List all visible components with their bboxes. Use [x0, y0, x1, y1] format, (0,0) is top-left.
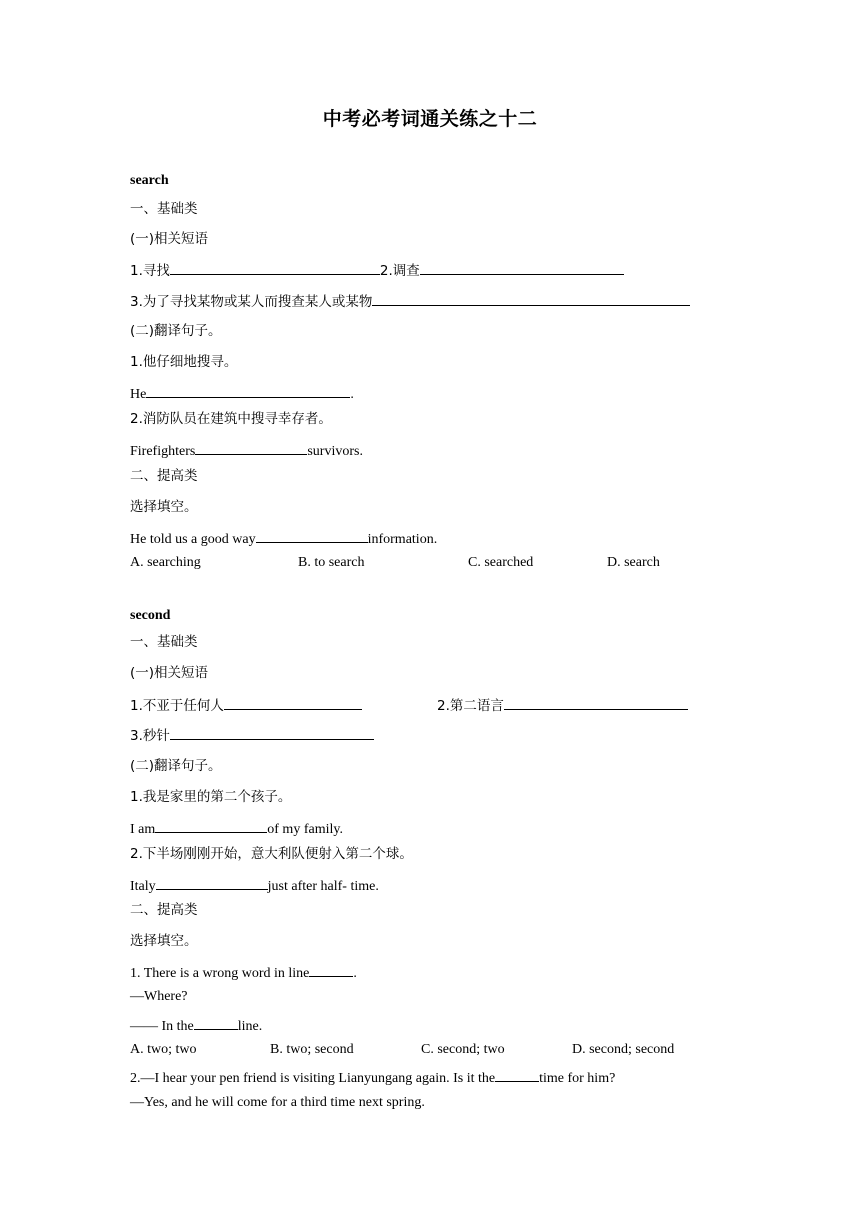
sentence-chinese: 2.消防队员在建筑中搜寻幸存者。	[130, 411, 332, 427]
phrase-label: 1.寻找	[130, 263, 170, 279]
option-d[interactable]: D. search	[607, 555, 660, 570]
phrases-heading: (一)相关短语	[130, 665, 209, 681]
sentence-english	[130, 818, 343, 839]
phrase-item	[130, 260, 624, 280]
section-advanced-heading: 二、提高类	[130, 902, 198, 918]
question-text: time for him?	[539, 1071, 616, 1086]
sentence-text: He	[130, 387, 147, 402]
answer-blank[interactable]	[170, 260, 380, 275]
question-reply: —Where?	[130, 989, 188, 1004]
page-title: 中考必考词通关练之十二	[322, 108, 538, 130]
answer-blank[interactable]	[495, 1067, 539, 1082]
question	[130, 1067, 615, 1088]
sentence-english	[130, 383, 354, 404]
phrase-item	[130, 725, 374, 745]
sentence-text: survivors.	[307, 444, 363, 459]
phrase-label: 1.不亚于任何人	[130, 698, 224, 714]
answer-blank[interactable]	[504, 695, 688, 710]
answer-blank[interactable]	[224, 695, 362, 710]
sentence-chinese: 1.他仔细地搜寻。	[130, 354, 238, 370]
choose-heading: 选择填空。	[130, 499, 198, 515]
answer-blank[interactable]	[170, 725, 374, 740]
answer-blank[interactable]	[420, 260, 624, 275]
question-text: He told us a good way	[130, 532, 256, 547]
question-reply	[130, 1015, 262, 1036]
translate-heading: (二)翻译句子。	[130, 323, 222, 339]
answer-blank[interactable]	[195, 440, 307, 455]
sentence-english	[130, 875, 379, 896]
phrase-label: 2.第二语言	[437, 698, 504, 714]
answer-blank[interactable]	[156, 875, 268, 890]
question-text: .	[353, 966, 357, 981]
section-basic-heading: 一、基础类	[130, 201, 198, 217]
option-d[interactable]: D. second; second	[572, 1042, 675, 1057]
question-text: 1. There is a wrong word in line	[130, 966, 310, 981]
vocab-word-search: search	[130, 173, 169, 188]
answer-blank[interactable]	[146, 383, 350, 398]
sentence-chinese: 2.下半场刚刚开始，意大利队便射入第二个球。	[130, 846, 413, 862]
phrase-item	[130, 291, 690, 311]
translate-heading: (二)翻译句子。	[130, 758, 222, 774]
phrase-label: 3.为了寻找某物或某人而搜查某人或某物	[130, 294, 373, 310]
option-a[interactable]: A. searching	[130, 555, 201, 570]
sentence-english	[130, 440, 363, 461]
section-advanced-heading: 二、提高类	[130, 468, 198, 484]
sentence-text: of my family.	[267, 822, 343, 837]
answer-blank[interactable]	[155, 818, 267, 833]
section-basic-heading: 一、基础类	[130, 634, 198, 650]
option-c[interactable]: C. searched	[468, 555, 534, 570]
answer-blank[interactable]	[194, 1015, 238, 1030]
sentence-text: Italy	[130, 879, 156, 894]
sentence-text: I am	[130, 822, 156, 837]
vocab-word-second: second	[130, 608, 171, 623]
question	[130, 528, 437, 549]
phrase-item	[437, 695, 688, 715]
phrase-label: 2.调查	[379, 263, 420, 279]
choose-heading: 选择填空。	[130, 933, 198, 949]
option-a[interactable]: A. two; two	[130, 1042, 197, 1057]
option-b[interactable]: B. two; second	[270, 1042, 354, 1057]
answer-blank[interactable]	[256, 528, 368, 543]
option-c[interactable]: C. second; two	[421, 1042, 505, 1057]
question-text: —— In the	[130, 1019, 194, 1034]
phrases-heading: (一)相关短语	[130, 231, 209, 247]
phrase-label: 3.秒针	[130, 728, 170, 744]
answer-blank[interactable]	[372, 291, 690, 306]
question-text: line.	[237, 1019, 263, 1034]
phrase-item	[130, 695, 362, 715]
question-text: information.	[367, 532, 438, 547]
sentence-text: .	[350, 387, 354, 402]
question	[130, 962, 357, 983]
question-reply: —Yes, and he will come for a third time next spring.	[130, 1095, 425, 1110]
option-b[interactable]: B. to search	[298, 555, 365, 570]
sentence-text: just after half- time.	[267, 879, 379, 894]
sentence-chinese: 1.我是家里的第二个孩子。	[130, 789, 292, 805]
answer-blank[interactable]	[309, 962, 353, 977]
question-text: 2.—I hear your pen friend is visiting Lianyungang again. Is it the	[130, 1071, 496, 1086]
sentence-text: Firefighters	[130, 444, 196, 459]
